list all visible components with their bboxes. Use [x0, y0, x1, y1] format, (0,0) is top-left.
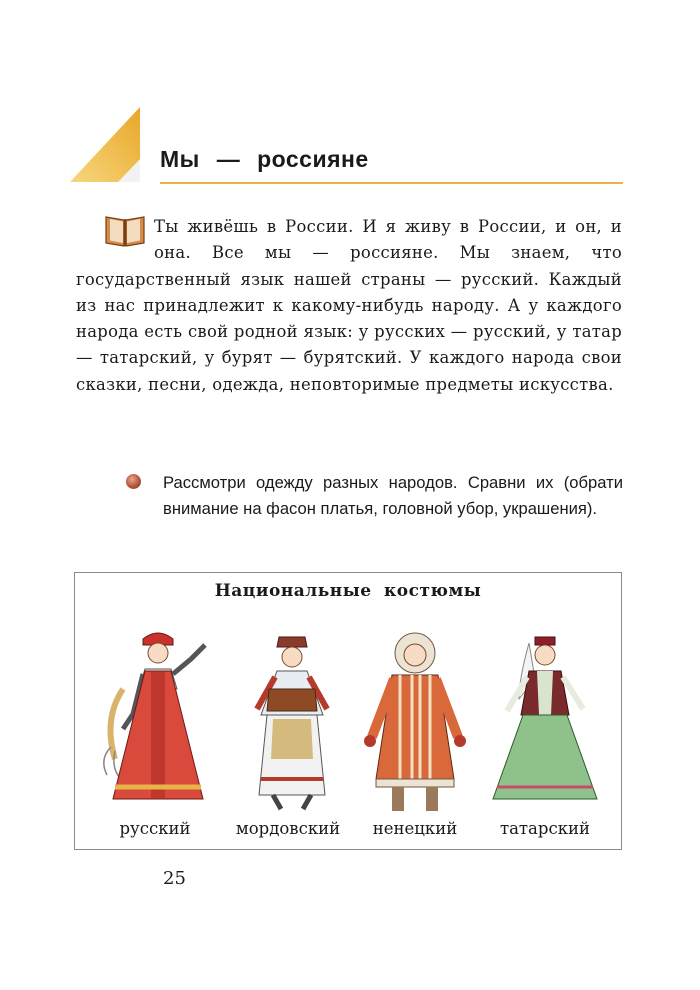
russian-costume-figure — [93, 619, 223, 819]
intro-paragraph: Ты живёшь в России. И я живу в России, и он, и она. Все мы — россияне. Мы знаем, что государственный язык нашей страны — русский. Каждый из нас принадлежит к какому-нибудь народу. А у каждого народа есть свой родной язык: у русских — русский, у татар — татарский, у бурят — бурятский. У каждого народа свои сказки, песни, одежда, неповторимые предметы искусства. — [76, 217, 622, 394]
caption-nenets: ненецкий — [372, 819, 458, 838]
caption-tatar: татарский — [499, 819, 591, 838]
costumes-illustration — [74, 572, 622, 850]
tatar-costume-figure — [479, 619, 609, 819]
corner-triangle-decoration — [70, 107, 140, 187]
mordovian-costume-figure — [227, 619, 357, 819]
caption-mordovian: мордовский — [235, 819, 341, 838]
page-number: 25 — [163, 868, 186, 889]
caption-russian: русский — [119, 819, 191, 838]
bullet-icon — [126, 474, 141, 489]
page-title: Мы — россияне — [160, 146, 369, 172]
illustration-title: Национальные костюмы — [214, 581, 482, 601]
title-underline — [160, 182, 623, 184]
task-text: Рассмотри одежду разных народов. Сравни их (обрати внимание на фасон платья, головной убор, украшения). — [163, 473, 623, 518]
nenets-costume-figure — [350, 619, 480, 819]
